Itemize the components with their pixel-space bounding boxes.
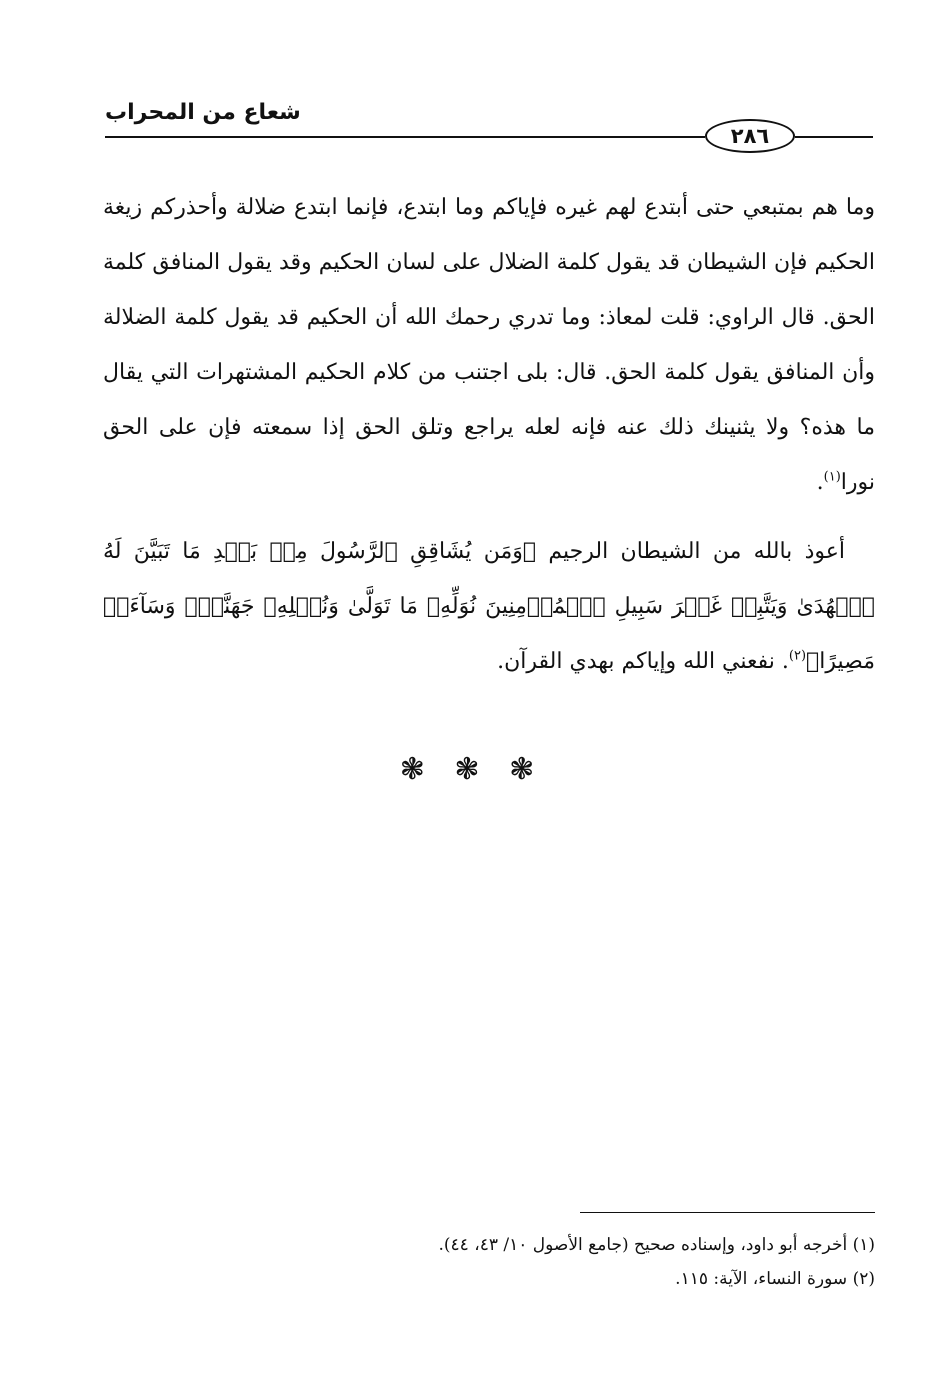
header-rule	[105, 136, 705, 138]
footnote-reference[interactable]: (١)	[823, 469, 841, 485]
footnote-rule	[580, 1212, 875, 1213]
paragraph	[103, 180, 875, 510]
quran-verse: ﴿وَمَن يُشَاقِقِ ٱلرَّسُولَ مِنۢ بَعۡدِ مَا تَبَيَّنَ لَهُ ٱلۡهُدَىٰ وَيَتَّبِعۡ غَيۡرَ سَبِيلِ ٱلۡمُؤۡمِنِينَ نُوَلِّهِۦ مَا تَوَلَّىٰ وَنُصۡلِهِۦ جَهَنَّمَۖ وَسَآءَتۡ مَصِيرًا﴾	[103, 539, 875, 674]
section-ornament: ❃ ❃ ❃	[399, 752, 545, 787]
paragraph-closing: . نفعني الله وإياكم بهدي القرآن.	[497, 649, 789, 674]
isti-adha: أعوذ بالله من الشيطان الرجيم	[548, 539, 845, 564]
footnote-2: (٢) سورة النساء، الآية: ١١٥.	[675, 1269, 875, 1289]
footnote-1: (١) أخرجه أبو داود، وإسناده صحيح (جامع الأصول ١٠/ ٤٣، ٤٤).	[438, 1235, 875, 1255]
page-number: ٢٨٦	[705, 119, 795, 153]
paragraph-end: .	[816, 470, 824, 495]
main-text	[103, 180, 875, 689]
footnotes	[300, 1228, 875, 1296]
header-rule	[795, 136, 873, 138]
paragraph-text: وما هم بمتبعي حتى أبتدع لهم غيره فإياكم وما ابتدع، فإنما ابتدع ضلالة وأحذركم زيغة الحكيم فإن الشيطان قد يقول كلمة الضلال على لسان الحكيم وقد يقول المنافق كلمة الحق. قال الراوي: قلت لمعاذ: وما تدري رحمك الله أن الحكيم قد يقول كلمة الضلالة وأن المنافق يقول كلمة الحق. قال: بلى اجتنب من كلام الحكيم المشتهرات التي يقال ما هذه؟ ولا يثنينك ذلك عنه فإنه لعله يراجع وتلق الحق إذا سمعته فإن على الحق نورا	[103, 195, 875, 495]
paragraph	[103, 524, 875, 689]
running-title: شعاع من المحراب	[105, 100, 301, 125]
footnote-reference[interactable]: (٢)	[788, 648, 807, 664]
